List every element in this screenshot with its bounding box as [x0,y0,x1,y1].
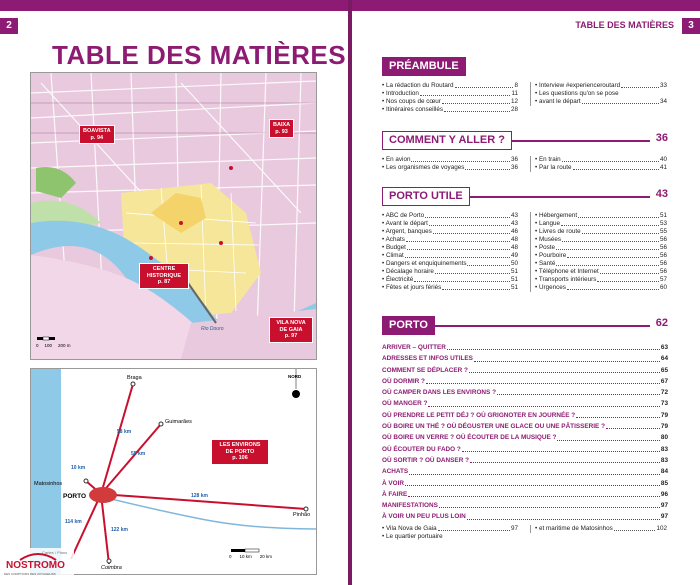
section-porto-utile [382,187,668,294]
left-top-bar [0,0,348,11]
toc-entry-title: • En avion [382,156,411,163]
toc-entry[interactable] [535,164,667,172]
toc-entry[interactable] [382,500,668,511]
toc-entry-page: 36 [510,156,518,163]
toc-entry[interactable] [535,252,667,260]
toc-entry[interactable] [382,276,518,284]
toc-entry-page: 96 [660,490,668,498]
toc-entry-title: OÙ MANGER ? [382,400,428,408]
scale-200: 200 m [58,343,71,348]
section-utile-page: 43 [655,188,668,200]
toc-entry-title: • Itinéraires conseillés [382,106,444,113]
boavista-page: p. 94 [90,134,104,141]
toc-entry[interactable] [382,98,518,106]
toc-entry[interactable] [382,244,518,252]
toc-entry-title: • Les questions qu'on se pose [535,90,619,97]
toc-entry[interactable] [382,260,518,268]
comment-col-2 [530,156,667,172]
environs-map [30,368,317,575]
section-comment-title[interactable]: COMMENT Y ALLER ? [382,131,512,150]
boavista-label: BOAVISTA [83,128,111,134]
toc-entry[interactable] [382,525,518,533]
toc-entry-page: 34 [659,98,667,105]
toc-entry[interactable] [382,511,668,522]
toc-entry-page: 97 [510,524,518,532]
nostromo-logo [2,548,74,578]
toc-entry-title: • Urgences [535,284,566,291]
porto-entries [382,342,668,523]
toc-entry[interactable] [382,228,518,236]
toc-entry[interactable] [382,164,518,172]
section-porto [382,316,668,543]
toc-entry[interactable] [382,212,518,220]
centre-historique-page: p. 87 [157,279,171,285]
logo-name: NOSTROMO [6,560,65,571]
toc-entry-page: 85 [660,479,668,487]
toc-entry[interactable] [382,90,518,98]
toc-entry[interactable] [382,387,668,398]
toc-entry-page: 36 [510,164,518,171]
toc-entry[interactable] [535,82,667,90]
distance-coimbra: 122 km [111,527,128,533]
toc-entry-page: 60 [659,284,667,291]
town-coimbra: Coimbra [101,565,122,571]
map-label-vila-nova-de-gaia[interactable] [269,317,313,343]
toc-entry-page: 53 [659,220,667,227]
toc-entry[interactable] [382,220,518,228]
utile-col-1 [382,212,518,292]
toc-entry-page: 55 [659,228,667,235]
toc-entry-title: • Hébergement [535,212,578,219]
city-map-scale [36,343,71,348]
scale2-10: 10 km [239,554,252,559]
toc-entry-page: 72 [660,389,668,397]
toc-entry-title: ARRIVER – QUITTER [382,344,446,351]
gaia-page: p. 97 [284,333,298,339]
section-porto-page: 62 [655,317,668,329]
toc-entry-page: 11 [511,90,518,97]
toc-entry[interactable] [535,90,667,98]
toc-entry-page: 65 [660,366,668,374]
porto-sub-col-2 [530,525,667,533]
toc-entry-page: 51 [510,284,518,291]
scale-0: 0 [36,343,39,348]
toc-entry-title: • avant le départ [535,98,581,105]
toc-entry-title: • Langue [535,220,560,227]
porto-city-map [30,72,317,360]
toc-entry-page: 56 [659,268,667,275]
toc-entry-page: 67 [660,377,668,385]
toc-entry-page: 43 [510,220,518,227]
distance-guimaraes: 55 km [131,451,146,457]
toc-entry-page: 43 [510,212,518,219]
toc-entry-page: 28 [510,106,518,113]
toc-entry-title: OÙ SORTIR ? OÙ DANSER ? [382,456,469,464]
toc-entry[interactable] [382,353,668,364]
toc-entry-page: 51 [510,268,518,275]
map-label-environs[interactable] [211,439,269,465]
toc-entry-title: OÙ CAMPER DANS LES ENVIRONS ? [382,389,496,397]
map-label-baixa[interactable] [269,119,294,138]
distance-pinhao: 128 km [191,493,208,499]
toc-entry-page: 83 [660,456,668,464]
toc-entry-title: OÙ BOIRE UN THÉ ? OÙ DÉGUSTER UNE GLACE OU UNE PÂTISSERIE ? [382,423,605,431]
toc-entry-page: 51 [510,276,518,283]
map-label-boavista[interactable] [79,125,115,144]
toc-entry-page: 56 [659,236,667,243]
toc-entry-title: • Musées [535,236,562,243]
scale-100: 100 [44,343,53,348]
toc-entry[interactable] [535,98,667,106]
toc-entry[interactable] [382,252,518,260]
distance-braga: 58 km [117,429,132,435]
toc-entry-title: OÙ BOIRE UN VERRE ? OÙ ÉCOUTER DE LA MUSIQUE ? [382,434,557,442]
toc-entry[interactable] [535,156,667,164]
toc-entry-title: • Avant le départ [382,220,428,227]
toc-entry-title: • Argent, banques [382,228,432,235]
toc-entry[interactable] [382,376,668,387]
toc-entry-page: 79 [660,411,668,419]
toc-entry[interactable] [382,82,518,90]
toc-entry-title: À VOIR [382,479,405,487]
toc-entry[interactable] [382,106,518,114]
toc-entry-page: 51 [659,212,667,219]
right-page [352,0,700,585]
scale2-20: 20 km [259,554,273,559]
toc-entry-title: • Interview #experienceroutard [535,82,621,89]
toc-entry-title: • Budget [382,244,406,251]
toc-entry-page: 63 [660,344,668,351]
toc-entry-page: 46 [510,228,518,235]
environs-line2: DE PORTO [225,448,255,455]
scale2-0: 0 [229,554,232,559]
baixa-label: BAIXA [273,122,291,128]
preambule-entries [382,82,668,116]
porto-sub-entries [382,525,668,543]
toc-entry-page: 57 [659,276,667,283]
toc-entry-title: • Fêtes et jours fériés [382,284,442,291]
running-head: TABLE DES MATIÈRES [575,20,674,30]
toc-entry-title: • Climat [382,252,404,259]
toc-entry-page: 56 [659,260,667,267]
toc-entry-page: 97 [660,502,668,510]
toc-entry[interactable] [535,276,667,284]
town-guimaraes: Guimarães [165,419,192,425]
toc-entry-page: 97 [660,513,668,521]
logo-tag: Cartes / Plans [42,550,68,555]
toc-entry-page: 12 [510,98,518,105]
toc-entry-title: • Livres de route [535,228,581,235]
right-top-bar [352,0,700,11]
environs-page: p. 106 [232,455,248,461]
toc-entry-title: COMMENT SE DÉPLACER ? [382,366,468,374]
toc-entry-page: 102 [656,524,667,532]
toc-entry-title: • et maritime de Matosinhos [535,524,613,532]
gaia-label: VILA NOVA DE GAIA [276,320,306,333]
map-label-centre-historique[interactable] [139,263,189,289]
environs-map-scale [229,554,272,559]
toc-entry-title: OÙ DORMIR ? [382,377,425,385]
utile-entries [382,212,668,294]
toc-entry-page: 56 [659,252,667,259]
toc-entry[interactable] [382,398,668,409]
toc-entry[interactable] [535,244,667,252]
toc-entry[interactable] [382,466,668,477]
toc-entry-title: MANIFESTATIONS [382,502,438,510]
toc-entry-page: 64 [660,355,668,363]
toc-entry-title: • Nos coups de cœur [382,98,441,105]
toc-entry[interactable] [382,455,668,466]
toc-entry-title: • Téléphone et Internet [535,268,599,275]
toc-entry-title: OÙ PRENDRE LE PETIT DÉJ ? OÙ GRIGNOTER EN JOURNÉE ? [382,411,576,419]
town-porto: PORTO [63,493,86,500]
toc-entry-page: 84 [660,468,668,476]
toc-entry[interactable] [382,489,668,500]
toc-entry[interactable] [535,236,667,244]
town-matosinhos: Matosinhos [34,481,63,487]
toc-entry[interactable] [535,228,667,236]
toc-entry-page: 41 [659,164,667,171]
toc-entry-title: • Introduction [382,90,419,97]
toc-entry-title: • Vila Nova de Gaia [382,524,437,532]
toc-entry-page: 40 [659,156,667,163]
toc-entry-title: • Les organismes de voyages [382,164,465,171]
toc-entry-page: 48 [510,244,518,251]
toc-entry-page: 49 [510,252,518,259]
centre-historique-label: CENTRE HISTORIQUE [146,266,182,279]
logo-sub: DES COMPTOIRS DES VOYAGEURS [4,572,56,576]
section-porto-title[interactable]: PORTO [382,316,435,335]
toc-entry-page: 83 [660,445,668,453]
toc-entry[interactable] [382,421,668,432]
town-braga: Braga [127,375,142,381]
toc-entry-title: OÙ ÉCOUTER DU FADO ? [382,445,461,453]
baixa-page: p. 93 [275,128,288,135]
toc-entry-title: À VOIR UN PEU PLUS LOIN [382,513,466,521]
preambule-col-1 [382,82,518,114]
toc-entry-page: 73 [660,400,668,408]
toc-entry-page: 80 [660,434,668,442]
toc-entry[interactable] [382,284,518,292]
toc-entry-title: • Achats [382,236,405,243]
toc-entry[interactable] [382,156,518,164]
toc-entry-title: ACHATS [382,468,409,476]
toc-entry[interactable] [382,365,668,376]
section-comment-y-aller [382,131,668,174]
section-utile-title[interactable]: PORTO UTILE [382,187,470,206]
toc-entry[interactable] [382,444,668,455]
preambule-col-2 [530,82,667,106]
town-pinhao: Pinhão [293,512,311,518]
toc-entry-title: • Par la route [535,164,572,171]
toc-entry-title: • Transports intérieurs [535,276,597,283]
toc-entry-page: 33 [659,82,667,89]
left-page-number: 2 [0,18,18,34]
page-title: TABLE DES MATIÈRES [52,40,347,70]
toc-entry-page: 50 [510,260,518,267]
utile-col-2 [530,212,667,292]
toc-entry-title: • Électricité [382,276,414,283]
toc-entry-title: ADRESSES ET INFOS UTILES [382,355,473,363]
toc-entry-title: • Dangers et enquiquinements [382,260,467,267]
comment-entries [382,156,668,174]
toc-entry[interactable] [535,525,667,533]
distance-matosinhos: 10 km [71,465,86,471]
toc-entry[interactable] [535,268,667,276]
toc-entry-title: À FAIRE [382,490,408,498]
toc-entry-title: • Poste [535,244,556,251]
environs-map-graphic [31,369,316,574]
toc-entry-title: • Santé [535,260,556,267]
toc-entry-title: • Décalage horaire [382,268,434,275]
toc-entry-title: • Le quartier portuaire [382,532,443,540]
toc-entry-title: • Pourboire [535,252,567,259]
section-preambule [382,57,668,116]
section-preambule-title[interactable]: PRÉAMBULE [382,57,466,76]
toc-entry[interactable] [382,478,668,489]
comment-col-1 [382,156,518,172]
distance-coast: 114 km [65,519,82,525]
river-label: Rio Douro [201,326,224,332]
toc-entry-page: 79 [660,423,668,431]
toc-entry[interactable] [382,410,668,421]
toc-entry[interactable] [535,220,667,228]
porto-sub-col-1 [382,525,518,541]
toc-entry[interactable] [535,212,667,220]
toc-entry[interactable] [382,432,668,443]
toc-entry-page: 56 [659,244,667,251]
left-page [0,0,348,585]
right-page-number: 3 [682,18,700,34]
north-arrow: NORD [288,374,302,379]
toc-entry[interactable] [382,342,668,353]
toc-entry[interactable] [382,533,518,541]
toc-entry-title: • En train [535,156,561,163]
toc-entry[interactable] [382,268,518,276]
environs-line1: LES ENVIRONS [219,442,261,448]
toc-entry[interactable] [382,236,518,244]
section-comment-page: 36 [655,132,668,144]
toc-entry[interactable] [535,284,667,292]
toc-entry-page: 48 [510,236,518,243]
toc-entry-title: • ABC de Porto [382,212,425,219]
toc-entry-page: 8 [514,82,518,89]
toc-entry-title: • La rédaction du Routard [382,82,454,89]
toc-entry[interactable] [535,260,667,268]
